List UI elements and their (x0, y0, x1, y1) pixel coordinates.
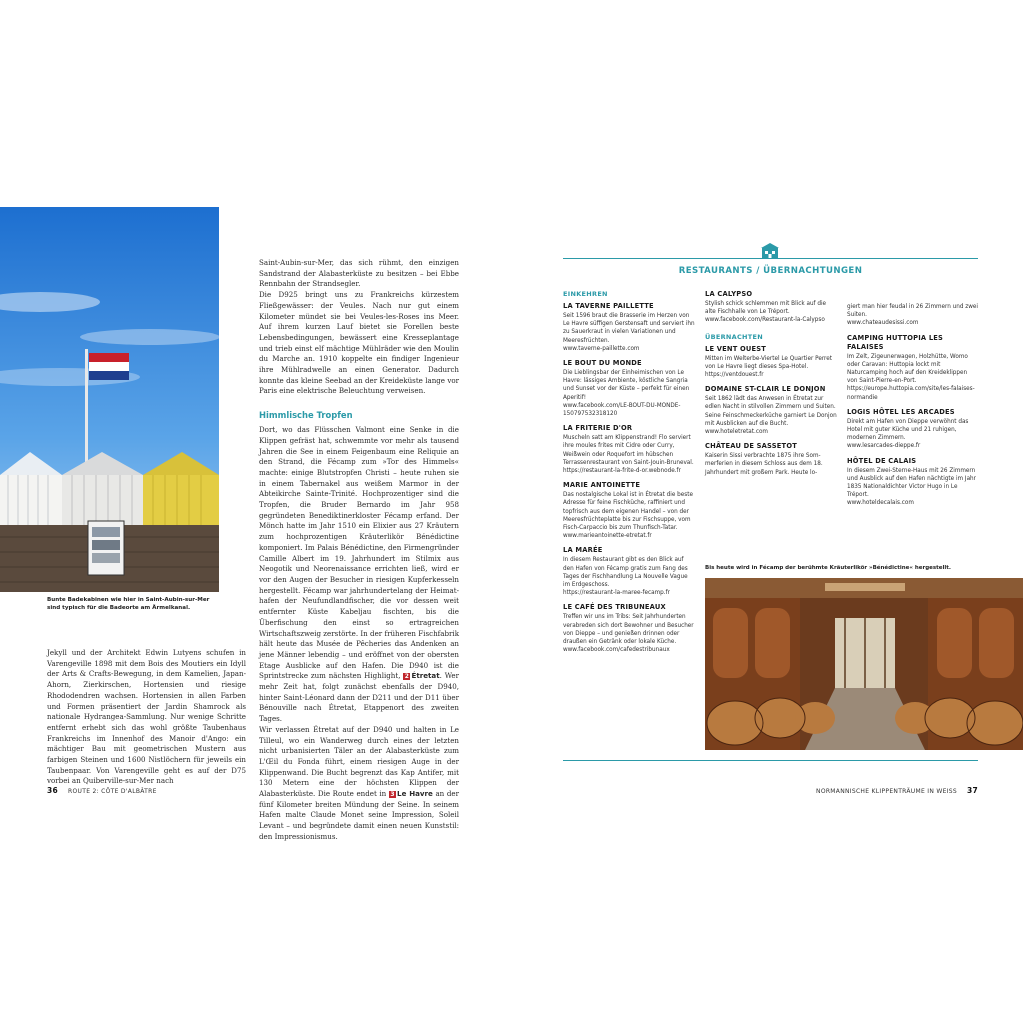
entry-url[interactable]: www.marieantoinette-etretat.fr (563, 533, 652, 540)
mid-para-1: Saint-Aubin-sur-Mer, das sich rühmt, den einzigen Sandstrand der Alabasterküste zu besitzen – bei Ebbe Rennbahn der Strandsegler. (259, 258, 459, 289)
photo-caption-benedictine: Bis heute wird in Fécamp der berühmte Kräuterlikör »Bénédictine« hergestellt. (705, 565, 952, 571)
place-le-havre: Le Havre (397, 789, 433, 799)
beach-huts-illustration (0, 207, 219, 592)
mid-para-4-text-b: an der fünf Kilometer breiten Mündung der Seine. In seinem Hafen malte Claude Monet seine Impression, Soleil Levant – und begründete damit einen neuen Kunststil: den Impressionismus. (259, 789, 459, 841)
box-title: RESTAURANTS / ÜBERNACHTUNGEN (678, 266, 863, 276)
mid-para-4-text: Wir verlassen Étretat auf der D940 und halten in Le Tilleul, wo ein Wanderweg durch eines der letzten nicht urbanisierten Täler an der Alabasterküste zum L'Œil du Fonda führt, einem riesigen Auge in der Klippenwand. Die Bucht begrenzt das Kap Antifer, mit 130 Metern eine der höchsten Klippen der Alabasterküste. Die Route endet in (259, 724, 459, 799)
entry-text: Muscheln satt am Klippenstrand! Flo serviert ihre moules frites mit Cidre oder Curry, Weißwein oder Roquefort im hübschen Terrassenrestaurant von Saint-Jouin-Bruneval. (563, 435, 694, 466)
entry-url[interactable]: https://europe.huttopia.com/site/les-falaises-normandie (847, 386, 975, 401)
entry-marie-antoinette (563, 481, 696, 540)
entry-title: LE BOUT DU MONDE (563, 359, 642, 368)
entry-domaine-st-clair (705, 385, 838, 436)
entry-url[interactable]: www.hoteletretat.com (705, 429, 768, 436)
entry-url[interactable]: www.lesarcades-dieppe.fr (847, 443, 921, 450)
footer-right (816, 786, 978, 795)
entry-title: HÔTEL DE CALAIS (847, 456, 917, 465)
section-heading-himmlische-tropfen: Himmlische Tropfen (259, 410, 353, 421)
entry-text: Mitten im Welterbe-Viertel Le Quartier Perret von Le Havre liegt dieses Spa-Hotel. (705, 355, 832, 370)
entry-text: Stylish schick schlemmen mit Blick auf die alte Fischhalle von Le Tréport. (705, 301, 827, 316)
entry-le-bout-du-monde (563, 359, 696, 418)
page-number-right: 37 (966, 786, 978, 795)
entry-title: LE CAFÉ DES TRIBUNEAUX (563, 603, 666, 612)
running-title-left: ROUTE 2: CÔTE D'ALBÂTRE (68, 788, 157, 795)
box-column-1 (563, 290, 696, 661)
mid-para-3 (259, 425, 459, 725)
box-column-3 (847, 303, 978, 514)
mid-para-3-text: Dort, wo das Flüsschen Valmont eine Senke in die Klippen gefräst hat, schwemmte vor mehr als tausend Jahren die See in einem Feigenbaum eine Reliquie an den Strand, die Fécamp zum »Tor des Himmels« machte: einige Blutstropfen Christi – heute ruhen sie in einem Tabernakel aus weißem Marmor in der Abteikirche Sainte-Trinité. Hochprozentiger sind die Tropfen, die Bruder Bernardo im Jahr 958 gegründeten Benediktinerkloster Fécamp erfand. Der Mönch hatte im Jahr 1510 ein Elixier aus 27 Kräutern zum hochprozentigen Kräuterlikör Bénédictine komponiert. Im Palais Bénédictine, den Firmengründer Camille Albert im 19. Jahrhundert im Stilmix aus Neogotik und Neorenaissance errichten ließ, wird er vor den Augen der Besucher in riesigen Kupferkesseln hergestellt. Fécamp war jahrhundertelang der Heimathafen der Neufundlandfischer, die vor dessen weit entfernter Küste Kabeljau fischten, bis die Überfischung den einst so ertragreichen Wirtschaftszweig zerstörte. In der früheren Fischfabrik hält heute das Musée de Pêcheries das Andenken an jene Männer lebendig – und eröffnet von der obersten Etage Ausblicke auf den Hafen. Die D940 ist die Sprintstrecke zum nächsten Highlight, (259, 425, 459, 681)
entry-la-taverne-paillette (563, 302, 696, 353)
entry-text: In diesem Zwei-Sterne-Haus mit 26 Zimmern und Ausblick auf den Hafen nächtigte im Jahr 1835 Nationaldichter Victor Hugo in Le Tréport. (847, 467, 976, 499)
entry-title: LE VENT OUEST (705, 344, 767, 353)
entry-title: LA TAVERNE PAILLETTE (563, 302, 654, 310)
place-etretat: Étretat (411, 671, 440, 681)
entry-url[interactable]: https://restaurant-la-maree-fecamp.fr (563, 590, 670, 597)
box-column-2 (705, 290, 838, 483)
category-uebernachten: ÜBERNACHTEN (705, 332, 763, 341)
entry-title: LA MARÉE (563, 546, 603, 555)
left-column-text: Jekyll und der Architekt Edwin Lutyens schufen in Varengeville 1898 mit dem Bois des Moutiers ein Idyll der Arts & Crafts-Bewegung, in dem Kamelien, Japan-Ahorn, Zierkirschen, Hortensien und riesige Rhododendren wachsen. Hortensien in allen Farben und Formen präsentiert der Jardin Shamrock als nationale Hydrangea-Sammlung. Nur wenige Schritte entfernt erhebt sich das wohl größte Taubenhaus Frankreichs im Innenhof des Manoir d'Ango: ein mächtiger Bau mit geometrischen Mustern aus farbigen Steinen und 1600 Nistlöchern für jeweils ein Taubenpaar. Von Varengeville geht es auf der D75 vorbei an Quiberville-sur-Mer nach (47, 648, 246, 786)
mid-para-2: Die D925 bringt uns zu Frankreichs kürzestem Fließgewässer: der Veules. Nach nur gut einem Kilometer mündet sie bei Veules-les-Roses ins Meer. Auf ihrem kurzen Lauf bietet sie Forellen beste Lebensbedingungen, bewässert eine Kresseplantage und trieb einst elf mächtige Mühlräder wie den Moulin du Marche an. 1910 koppelte ein findiger Ingenieur ihre Mühlradwelle an einen Generator. Dadurch konnte das kleine Seebad an der Kreideküste lange vor Paris eine elektrische Beleuchtung verweisen. (259, 290, 459, 396)
box-bottom-rule (563, 760, 978, 761)
footer-left (47, 786, 157, 795)
entry-chateau-de-sassetot (705, 442, 838, 477)
entry-la-maree (563, 546, 696, 597)
entry-title: CHÂTEAU DE SASSETOT (705, 442, 797, 451)
entry-url[interactable]: www.chateaudesissi.com (847, 320, 919, 327)
category-einkehren: EINKEHREN (563, 290, 608, 298)
entry-text: Direkt am Hafen von Dieppe verwöhnt das Hotel mit guter Küche und 21 ruhigen, modernen Zimmern. (847, 418, 969, 442)
entry-logis-hotel-les-arcades (847, 408, 978, 451)
route-marker-2: 2 (404, 673, 409, 681)
entry-text: Seit 1596 braut die Brasserie im Herzen von Le Havre süffigen Gerstensaft und serviert ihn zu Sauerkraut in vielen Variationen und Meeresfrüchten. (563, 313, 695, 344)
entry-camping-huttopia (847, 334, 978, 402)
entry-title: DOMAINE ST-CLAIR LE DONJON (705, 385, 826, 394)
box-header (563, 242, 978, 282)
entry-title: CAMPING HUTTOPIA LES FALAISES (847, 333, 944, 351)
box-top-rule (563, 258, 978, 259)
mid-para-4 (259, 725, 459, 843)
entry-title: LA CALYPSO (705, 290, 753, 298)
photo-caption-beach-huts: Bunte Badekabinen wie hier in Saint-Aubin-sur-Mer sind typisch für die Badeorte am Ärmelkanal. (47, 597, 210, 611)
entry-hotel-de-calais (847, 457, 978, 508)
entry-url[interactable]: www.taverne-paillette.com (563, 345, 640, 352)
entry-text: Das nostalgische Lokal ist in Étretat die beste Adresse für feine Fischküche, raffiniert und topfrisch aus dem eigenen Handel – von der Meeresfrüchteplatte bis zur Fischsuppe, vom Fisch-Carpaccio bis zum Thunfisch-Tatar. (563, 492, 693, 532)
entry-le-cafe-des-tribuneaux (563, 603, 696, 654)
entry-title: MARIE ANTOINETTE (563, 481, 641, 490)
entry-text: Seit 1862 lädt das Anwesen in Étretat zur edlen Nacht in stilvollen Zimmern und Suiten. Seine Feinschmeckerküche garniert Le Donjon mit Ausblicken auf die Bucht. (705, 396, 837, 427)
entry-url[interactable]: https://restaurant-la-frite-d-or.webnode.fr (563, 468, 681, 475)
entry-url[interactable]: www.facebook.com/cafedestribunaux (563, 647, 670, 654)
entry-text: Treffen wir uns im Tribs: Seit Jahrhunderten verabreden sich dort Bewohner und Besucher von Dieppe – und genießen drinnen oder draußen ein Getränk oder lokale Küche. (563, 614, 694, 646)
entry-text: Kaiserin Sissi verbrachte 1875 ihre Sommerferien in diesem Schloss aus dem 18. Jahrhundert mit großem Park. Heute lo- (705, 453, 823, 476)
middle-column (259, 258, 459, 843)
entry-la-calypso (705, 290, 838, 325)
photo-beach-huts (0, 207, 219, 592)
entry-url[interactable]: www.facebook.com/Restaurant-la-Calypso (705, 317, 825, 324)
mid-para-3-text-b: . Wer mehr Zeit hat, folgt zunächst ebenfalls der D940, hinter Saint-Léonard dann der D211 und der D11 über Bénouville nach Étretat, Etappenort des zweiten Tages. (259, 671, 459, 724)
running-title-right: NORMANNISCHE KLIPPENTRÄUME IN WEISS (816, 788, 957, 795)
entry-text: giert man hier feudal in 26 Zimmern und zwei Suiten. (847, 304, 979, 319)
entry-text: In diesem Restaurant gibt es den Blick auf den Hafen von Fécamp gratis zum Fang des Tages der Fischhandlung La Nouvelle Vague im Erdgeschoss. (563, 557, 688, 589)
entry-url[interactable]: https://ventdouest.fr (705, 372, 764, 379)
entry-chateau-continued (847, 303, 978, 328)
entry-url[interactable]: www.facebook.com/LE-BOUT-DU-MONDE-150797532318120 (563, 402, 681, 418)
photo-benedictine-cellar (705, 578, 1023, 750)
entry-le-vent-ouest (705, 345, 838, 380)
wine-cellar-illustration (705, 578, 1023, 750)
entry-text: Im Zelt, Zigeunerwagen, Holzhütte, Womo oder Caravan: Huttopia lockt mit Naturcamping hoch auf den Kreideklippen von Saint-Pierre-en-Port. (847, 353, 968, 385)
entry-title: LA FRITERIE D'OR (563, 424, 633, 433)
entry-url[interactable]: www.hoteldecalais.com (847, 500, 914, 507)
entry-text: Die Lieblingsbar der Einheimischen von Le Havre: lässiges Ambiente, köstliche Sangria und Sunset vor der Küste – perfekt für einen Aperitif! (563, 370, 690, 401)
entry-title: LOGIS HÔTEL LES ARCADES (847, 407, 955, 416)
page-number-left: 36 (47, 786, 59, 795)
entry-la-friterie-d-or (563, 424, 696, 475)
route-marker-3: 3 (390, 791, 395, 799)
